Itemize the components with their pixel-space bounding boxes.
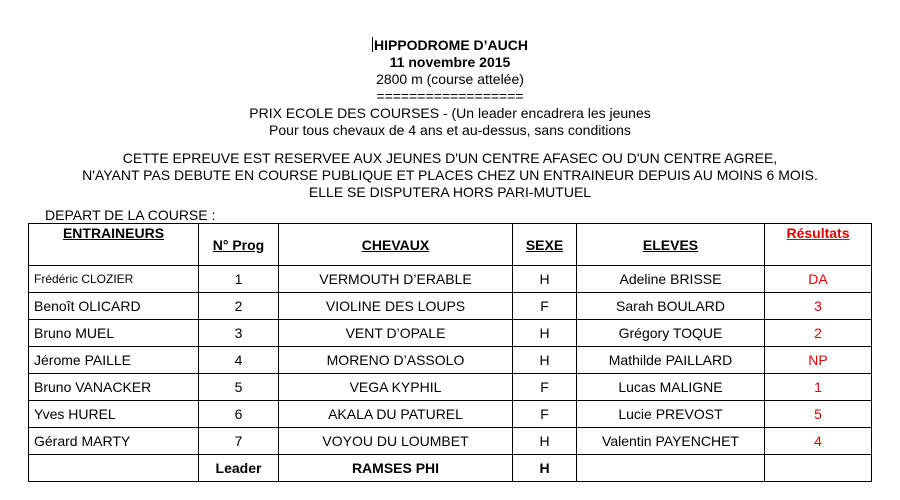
student-cell: Lucie PREVOST — [577, 401, 765, 428]
column-header-students: ELEVES — [577, 224, 765, 266]
horse-cell: VERMOUTH D’ERABLE — [279, 266, 513, 293]
horse-cell: VIOLINE DES LOUPS — [279, 293, 513, 320]
table-row — [29, 428, 872, 455]
sex-cell: H — [513, 347, 577, 374]
student-cell: Adeline BRISSE — [577, 266, 765, 293]
prize-name: PRIX ECOLE DES COURSES - (Un leader encadrera les jeunes — [249, 105, 651, 121]
result-cell: 5 — [765, 401, 872, 428]
text-cursor — [372, 37, 373, 52]
race-conditions: Pour tous chevaux de 4 ans et au-dessus, sans conditions — [269, 122, 631, 138]
trainer-cell: Frédéric CLOZIER — [29, 266, 199, 293]
result-cell: DA — [765, 266, 872, 293]
column-header-trainers: ENTRAINEURS — [29, 224, 199, 266]
result-cell: 2 — [765, 320, 872, 347]
horse-cell: VENT D’OPALE — [279, 320, 513, 347]
separator-line: ================== — [376, 88, 524, 104]
trainer-cell: Gérard MARTY — [29, 428, 199, 455]
table-row — [29, 401, 872, 428]
title-line — [0, 37, 900, 54]
prog-cell: 2 — [199, 293, 279, 320]
leader-label: Leader — [199, 455, 279, 482]
trainer-cell: Bruno VANACKER — [29, 374, 199, 401]
table-row — [29, 347, 872, 374]
prog-cell: 4 — [199, 347, 279, 374]
notice-line-1: CETTE EPREUVE EST RESERVEE AUX JEUNES D'UN CENTRE AFASEC OU D'UN CENTRE AGREE, — [122, 150, 778, 166]
sex-cell: F — [513, 293, 577, 320]
horse-cell: VOYOU DU LOUMBET — [279, 428, 513, 455]
sex-cell: H — [513, 266, 577, 293]
sex-cell: F — [513, 401, 577, 428]
leader-trainer-cell — [29, 455, 199, 482]
trainer-cell: Yves HUREL — [29, 401, 199, 428]
table-row — [29, 374, 872, 401]
leader-student-cell — [577, 455, 765, 482]
result-cell: 3 — [765, 293, 872, 320]
column-header-prog: N° Prog — [199, 224, 279, 266]
trainer-cell: Benoît OLICARD — [29, 293, 199, 320]
trainer-cell: Bruno MUEL — [29, 320, 199, 347]
column-header-horses: CHEVAUX — [279, 224, 513, 266]
leader-sex: H — [513, 455, 577, 482]
result-cell: NP — [765, 347, 872, 374]
leader-result-cell — [765, 455, 872, 482]
student-cell: Mathilde PAILLARD — [577, 347, 765, 374]
prog-cell: 3 — [199, 320, 279, 347]
prog-cell: 7 — [199, 428, 279, 455]
horse-cell: VEGA KYPHIL — [279, 374, 513, 401]
results-table — [28, 223, 872, 482]
table-row — [29, 266, 872, 293]
leader-row — [29, 455, 872, 482]
table-row — [29, 320, 872, 347]
student-cell: Sarah BOULARD — [577, 293, 765, 320]
student-cell: Valentin PAYENCHET — [577, 428, 765, 455]
horse-cell: AKALA DU PATUREL — [279, 401, 513, 428]
depart-label: DEPART DE LA COURSE : — [45, 207, 216, 223]
race-distance: 2800 m (course attelée) — [376, 71, 524, 87]
prog-cell: 5 — [199, 374, 279, 401]
notice-line-3: ELLE SE DISPUTERA HORS PARI-MUTUEL — [308, 184, 592, 200]
prog-cell: 6 — [199, 401, 279, 428]
sex-cell: H — [513, 320, 577, 347]
result-cell: 4 — [765, 428, 872, 455]
race-date: 11 novembre 2015 — [389, 54, 511, 70]
column-header-sex: SEXE — [513, 224, 577, 266]
page-title: HIPPODROME D’AUCH — [373, 37, 528, 53]
leader-horse: RAMSES PHI — [279, 455, 513, 482]
horse-cell: MORENO D’ASSOLO — [279, 347, 513, 374]
notice-line-2: N'AYANT PAS DEBUTE EN COURSE PUBLIQUE ET PLACES CHEZ UN ENTRAINEUR DEPUIS AU MOINS 6 MOIS. — [82, 167, 818, 183]
trainer-cell: Jérome PAILLE — [29, 347, 199, 374]
table-row — [29, 293, 872, 320]
sex-cell: F — [513, 374, 577, 401]
document-header — [0, 37, 900, 201]
student-cell: Lucas MALIGNE — [577, 374, 765, 401]
column-header-results: Résultats — [765, 224, 872, 266]
table-header-row — [29, 224, 872, 266]
sex-cell: H — [513, 428, 577, 455]
student-cell: Grégory TOQUE — [577, 320, 765, 347]
prog-cell: 1 — [199, 266, 279, 293]
result-cell: 1 — [765, 374, 872, 401]
